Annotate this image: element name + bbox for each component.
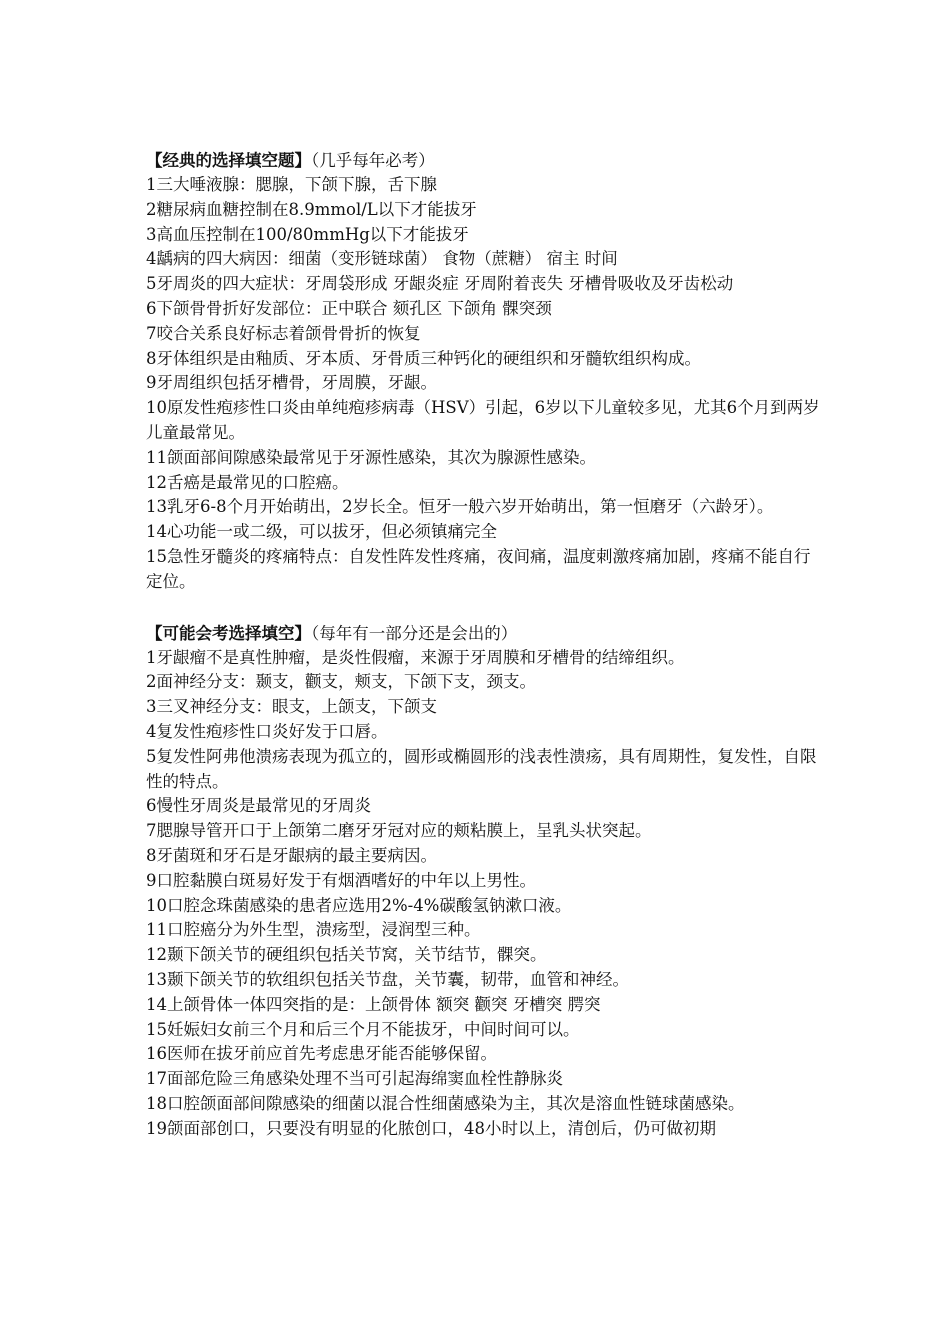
section2-item: 7腮腺导管开口于上颌第二磨牙牙冠对应的颊粘膜上，呈乳头状突起。 [146,821,652,841]
section1-item: 1三大唾液腺：腮腺，下颌下腺，舌下腺 [146,175,437,194]
section1-item: 12舌癌是最常见的口腔癌。 [146,472,349,492]
section2-title: 【可能会考选择填空】 [146,623,311,643]
section2-item: 13颞下颌关节的软组织包括关节盘，关节囊，韧带，血管和神经。 [146,969,629,989]
section2-item: 5复发性阿弗他溃疡表现为孤立的，圆形或椭圆形的浅表性溃疡，具有周期性，复发性，自限性的特点。 [146,746,817,791]
section-spacer [146,595,826,621]
section2-item: 18口腔颌面部间隙感染的细菌以混合性细菌感染为主，其次是溶血性链球菌感染。 [146,1093,745,1113]
section2-note: （每年有一部分还是会出的） [311,623,518,643]
section2-item: 6慢性牙周炎是最常见的牙周炎 [146,796,371,816]
section2-item: 12颞下颌关节的硬组织包括关节窝，关节结节，髁突。 [146,945,547,965]
section2-item: 11口腔癌分为外生型，溃疡型，浸润型三种。 [146,920,481,940]
section1-item: 15急性牙髓炎的疼痛特点：自发性阵发性疼痛，夜间痛，温度刺激疼痛加剧，疼痛不能自行定位。 [146,546,811,591]
section1-item: 3高血压控制在100/80mmHg以下才能拔牙 [146,224,469,244]
document-page [146,148,826,1141]
section1-note: （几乎每年必考） [311,151,435,170]
section1-item: 9牙周组织包括牙槽骨，牙周膜，牙龈。 [146,373,437,393]
section1-item: 8牙体组织是由釉质、牙本质、牙骨质三种钙化的硬组织和牙髓软组织构成。 [146,348,701,368]
section2-item: 17面部危险三角感染处理不当可引起海绵窦血栓性静脉炎 [146,1069,563,1089]
section1-item: 11颌面部间隙感染最常见于牙源性感染，其次为腺源性感染。 [146,447,596,467]
section1-item: 5牙周炎的四大症状：牙周袋形成 牙龈炎症 牙周附着丧失 牙槽骨吸收及牙齿松动 [146,274,734,294]
section1-item: 10原发性疱疹性口炎由单纯疱疹病毒（HSV）引起，6岁以下儿童较多见，尤其6个月到两岁儿童最常见。 [146,398,820,442]
section1-item: 7咬合关系良好标志着颌骨骨折的恢复 [146,323,421,343]
section1-item: 6下颌骨骨折好发部位：正中联合 颏孔区 下颌角 髁突颈 [146,298,552,318]
section2-heading [146,621,826,646]
section2-item: 16医师在拔牙前应首先考虑患牙能否能够保留。 [146,1044,497,1064]
section2-item: 8牙菌斑和牙石是牙龈病的最主要病因。 [146,845,437,865]
section2-item: 19颌面部创口，只要没有明显的化脓创口，48小时以上，清创后，仍可做初期 [146,1118,716,1138]
section1-list [146,173,826,595]
section2-item: 15妊娠妇女前三个月和后三个月不能拔牙，中间时间可以。 [146,1019,580,1039]
section2-item: 2面神经分支：颞支，颧支，颊支，下颌下支，颈支。 [146,672,536,692]
section2-list [146,646,826,1142]
section2-item: 10口腔念珠菌感染的患者应选用2%-4%碳酸氢钠漱口液。 [146,895,572,915]
section1-item: 13乳牙6-8个月开始萌出，2岁长全。恒牙一般六岁开始萌出，第一恒磨牙（六龄牙）。 [146,497,774,517]
section2-item: 9口腔黏膜白斑易好发于有烟酒嗜好的中年以上男性。 [146,870,536,890]
section1-item: 4龋病的四大病因：细菌（变形链球菌） 食物（蔗糖） 宿主 时间 [146,249,618,269]
section2-item: 3三叉神经分支：眼支，上颌支，下颌支 [146,697,437,717]
section1-title: 【经典的选择填空题】 [146,151,311,170]
section2-item: 14上颌骨体一体四突指的是：上颌骨体 额突 颧突 牙槽突 腭突 [146,994,601,1014]
section2-item: 1牙龈瘤不是真性肿瘤，是炎性假瘤，来源于牙周膜和牙槽骨的结缔组织。 [146,647,685,667]
section1-item: 2糖尿病血糖控制在8.9mmol/L以下才能拔牙 [146,199,477,219]
section1-heading [146,148,826,173]
section2-item: 4复发性疱疹性口炎好发于口唇。 [146,721,388,741]
section1-item: 14心功能一或二级，可以拔牙，但必须镇痛完全 [146,522,497,542]
